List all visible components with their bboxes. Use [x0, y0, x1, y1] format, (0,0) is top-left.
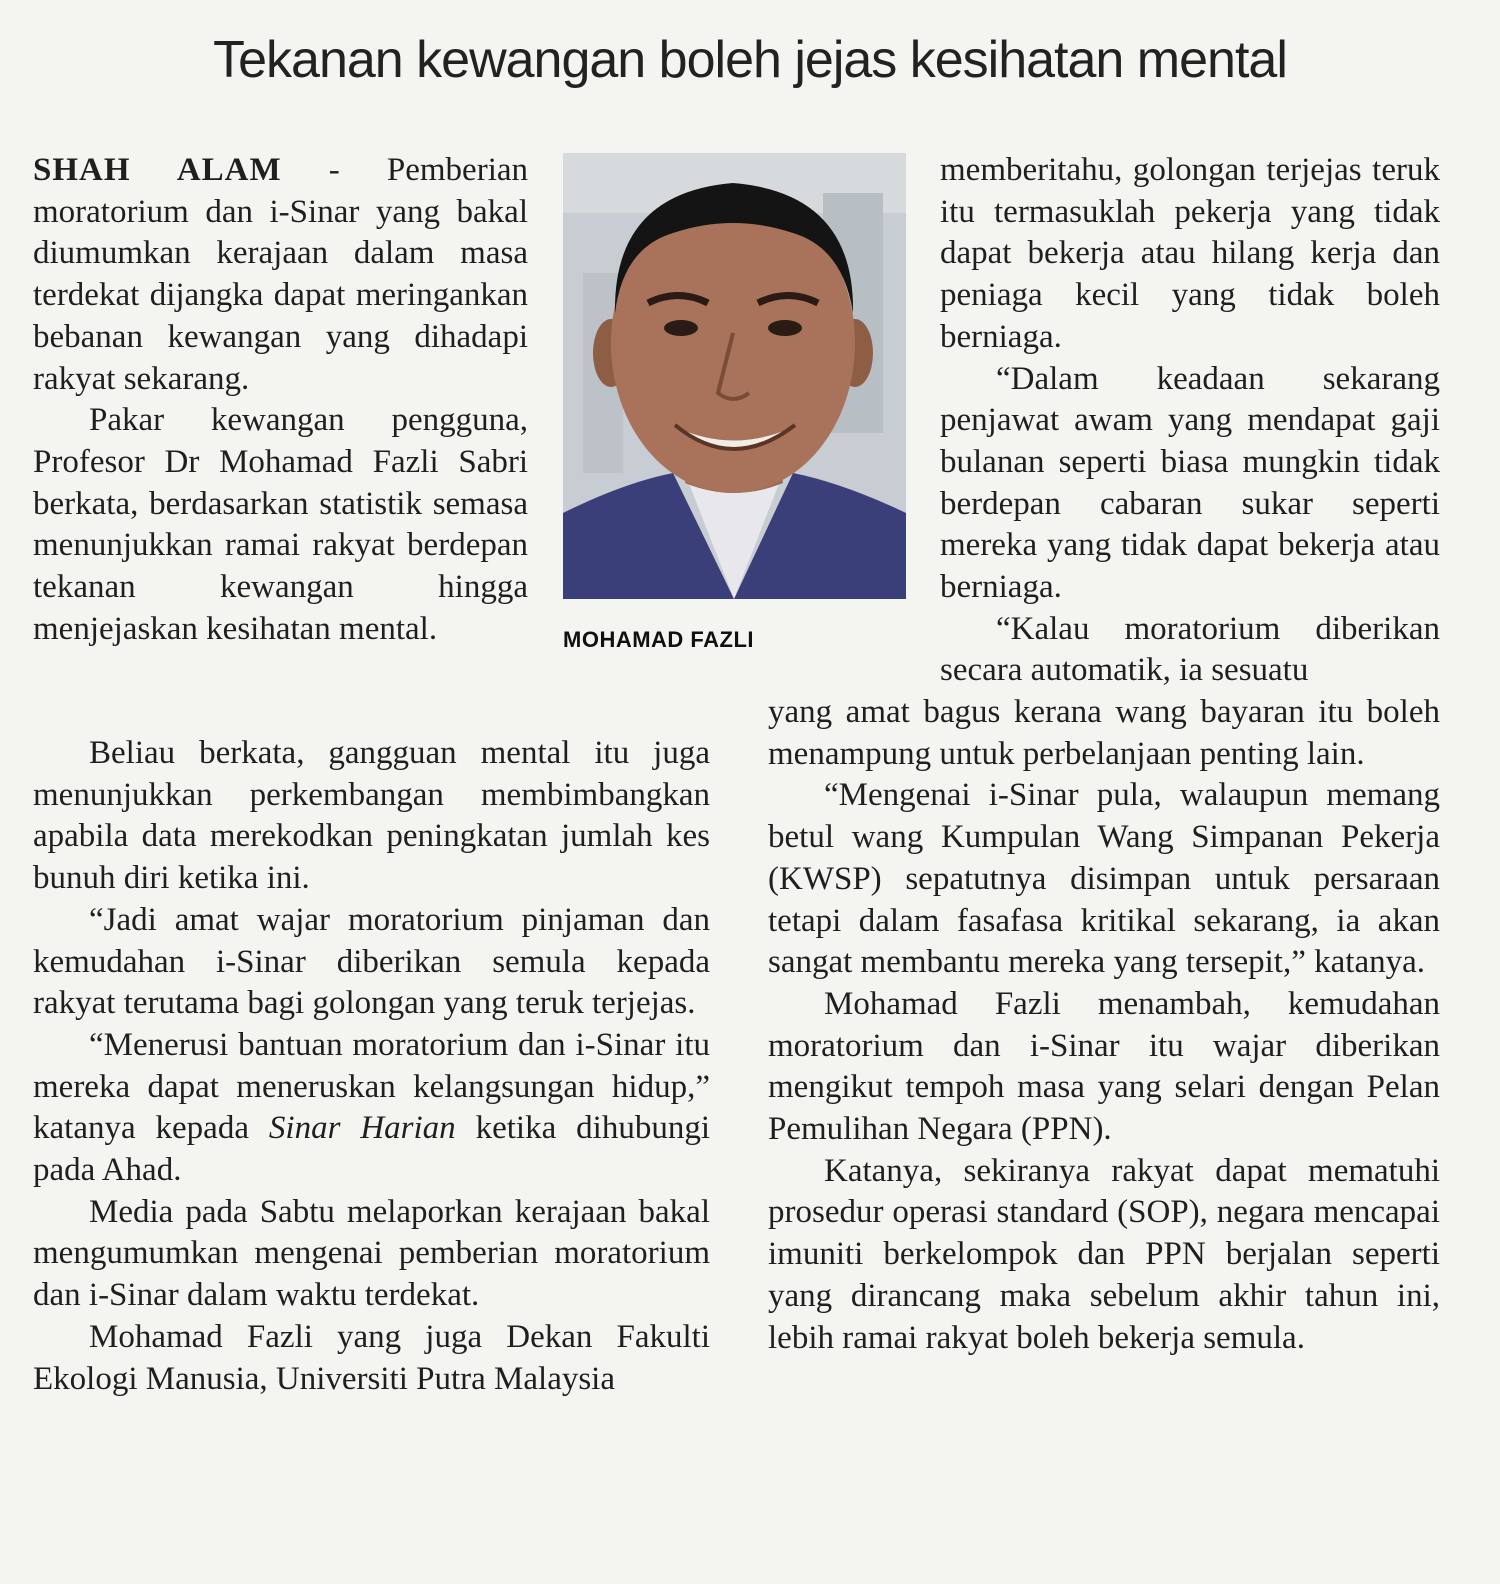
- paragraph-5-text-a: “Menerusi bantuan moratorium dan i-Sinar itu mereka dapat meneruskan kelangsungan hidup,” katanya kepada: [33, 1026, 710, 1147]
- article-column-1-upper: [33, 150, 528, 650]
- paragraph-8: memberitahu, golongan terjejas teruk itu termasuklah pekerja yang tidak dapat bekerja atau hilang kerja dan peniaga kecil yang tidak boleh berniaga.: [940, 152, 1440, 355]
- headline: Tekanan kewangan boleh jejas kesihatan mental: [213, 31, 1287, 89]
- dateline: SHAH ALAM: [33, 152, 282, 188]
- paragraph-5: [33, 1025, 710, 1192]
- paragraph-1-text: - Pemberian moratorium dan i-Sinar yang bakal diumumkan kerajaan dalam masa terdekat dijangka dapat meringankan bebanan kewangan yang dihadapi rakyat sekarang.: [33, 152, 529, 397]
- portrait-image: [563, 153, 906, 599]
- publication-name: Sinar Harian: [268, 1110, 456, 1147]
- paragraph-5-text-b: ketika dihubungi pada Ahad.: [33, 1110, 710, 1189]
- article-column-3-upper: [940, 150, 1440, 692]
- paragraph-2: Pakar kewangan pengguna, Profesor Dr Mohamad Fazli Sabri berkata, berdasarkan statistik semasa menunjukkan ramai rakyat berdepan tekanan kewangan hingga menjejaskan kesihatan mental.: [33, 402, 528, 647]
- paragraph-7: Mohamad Fazli yang juga Dekan Fakulti Ekologi Manusia, Universiti Putra Malaysia: [33, 1318, 710, 1397]
- article-column-3-lower: [768, 692, 1440, 1359]
- paragraph-lead: [33, 150, 528, 400]
- paragraph-10-end: yang amat bagus kerana wang bayaran itu boleh menampung untuk perbelanjaan penting lain.: [768, 694, 1440, 772]
- article-column-1-lower: [33, 733, 710, 1400]
- paragraph-12: Mohamad Fazli menambah, kemudahan moratorium dan i-Sinar itu wajar diberikan mengikut tempoh masa yang selari dengan Pelan Pemulihan Negara (PPN).: [768, 985, 1440, 1148]
- paragraph-3: Beliau berkata, gangguan mental itu juga menunjukkan perkembangan membimbangkan apabila data merekodkan peningkatan jumlah kes bunuh diri ketika ini.: [33, 735, 710, 897]
- paragraph-10-start: “Kalau moratorium diberikan secara automatik, ia sesuatu: [940, 610, 1440, 689]
- photo-caption: MOHAMAD FAZLI: [563, 627, 755, 652]
- paragraph-9: “Dalam keadaan sekarang penjawat awam yang mendapat gaji bulanan seperti biasa mungkin tidak berdepan cabaran sukar seperti mereka yang tidak dapat bekerja atau berniaga.: [940, 360, 1440, 606]
- paragraph-11: “Mengenai i-Sinar pula, walaupun memang betul wang Kumpulan Wang Simpanan Pekerja (KWSP) sepatutnya disimpan untuk persaraan tetapi dalam fasafasa kritikal sekarang, ia akan sangat membantu mereka yang tersepit,” katanya.: [768, 777, 1440, 981]
- paragraph-4: “Jadi amat wajar moratorium pinjaman dan kemudahan i-Sinar diberikan semula kepada rakyat terutama bagi golongan yang teruk terjejas.: [33, 901, 710, 1022]
- paragraph-13: Katanya, sekiranya rakyat dapat mematuhi prosedur operasi standard (SOP), negara mencapai imuniti berkelompok dan PPN berjalan seperti yang dirancang maka sebelum akhir tahun ini, lebih ramai rakyat boleh bekerja semula.: [768, 1152, 1440, 1356]
- paragraph-6: Media pada Sabtu melaporkan kerajaan bakal mengumumkan mengenai pemberian moratorium dan i-Sinar dalam waktu terdekat.: [33, 1193, 710, 1314]
- portrait-photo: [563, 153, 906, 599]
